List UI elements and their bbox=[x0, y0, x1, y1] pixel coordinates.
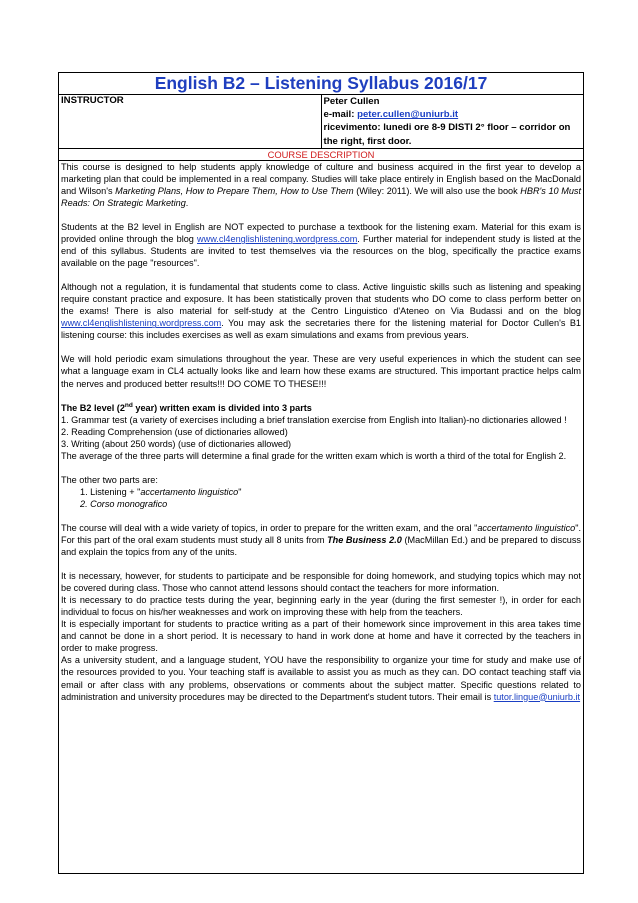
instructor-email-line bbox=[324, 108, 582, 121]
other-part-2: 2. Corso monografico bbox=[80, 498, 168, 509]
book-title-hbr: HBR's 10 Must Reads: On Strategic Marketing bbox=[61, 185, 581, 208]
paragraph-university-student bbox=[61, 654, 581, 702]
syllabus-page bbox=[58, 72, 584, 874]
written-average: The average of the three parts will determine a final grade for the written exam which is worth a third of the total for English 2. bbox=[61, 450, 567, 461]
text: year) written exam is divided into 3 parts bbox=[132, 402, 312, 413]
superscript: nd bbox=[124, 401, 133, 409]
course-description-body bbox=[59, 160, 584, 873]
other-parts-section bbox=[61, 474, 581, 510]
paragraph-textbook bbox=[61, 221, 581, 269]
responsibility-practice-tests: It is necessary to do practice tests during the year, beginning early in the year (during the first semester !), in order for each individual to focus on his/her weaknesses and work on improving these with help from the teachers. bbox=[61, 595, 581, 618]
written-exam-section bbox=[61, 402, 581, 462]
paragraph-attendance bbox=[61, 281, 581, 341]
office-hours: ricevimento: lunedi ore 8-9 DISTI 2° floor – corridor on the right, first door. bbox=[323, 122, 571, 147]
paragraph-oral-exam bbox=[61, 522, 581, 558]
email-prefix: e-mail: bbox=[323, 109, 358, 121]
text: Although not a regulation, it is fundamental that students come to class. Active linguistic skills such as listening and speaking require constant practice and exposure. It has been statistically proven that students who DO come to class perform better on the exams! There is also material for self-study at the Centro Linguistico d'Ateneo on Via Budassi and on the blog bbox=[61, 282, 581, 317]
paragraph-responsibilities bbox=[61, 570, 581, 654]
text: (Wiley: 2011). We will also use the book bbox=[353, 185, 521, 196]
text: Students at the B2 level in English are NOT expected to purchase a textbook for the listening exam. Material for this exam is provided online through the blog bbox=[61, 222, 581, 245]
document-title: English B2 – Listening Syllabus 2016/17 bbox=[59, 73, 584, 95]
text: This course is designed to help students apply knowledge of culture and business acquired in the first year to develop a marketing plan that could be implemented in a real company. Studies will take place entirely in English based on the MacDonald and Wilson's bbox=[61, 161, 581, 196]
tutor-email-link[interactable]: tutor.lingue@uniurb.it bbox=[493, 691, 581, 702]
book-title-marketing-plans: Marketing Plans, How to Prepare Them, How to Use Them bbox=[115, 185, 354, 196]
text: As a university student, and a language student, YOU have the responsibility to organize your time for study and make use of the resources provided to you. Your teaching staff is available to assist you as much as they can. DO contact teaching staff via email or after class with any problems, observations or comments about the subject matter. Specific questions related to administration and university procedures may be directed to the Department's student tutors. Their email is bbox=[61, 655, 581, 702]
book-title-business: The Business 2.0 bbox=[327, 534, 402, 545]
instructor-email-link[interactable]: peter.cullen@uniurb.it bbox=[357, 109, 459, 121]
other-part-1 bbox=[61, 486, 581, 498]
instructor-label: INSTRUCTOR bbox=[59, 95, 322, 149]
instructor-name: Peter Cullen bbox=[323, 96, 380, 107]
text: . You may ask the secretaries there for the listening material for Doctor Cullen's B1 listening course: this includes exercises as well as exam simulations and exams from previous years. bbox=[61, 318, 581, 341]
text: (MacMillan Ed.) and be prepared to discuss and explain the topics from any of the units. bbox=[61, 534, 581, 558]
course-description-heading: COURSE DESCRIPTION bbox=[59, 148, 584, 160]
written-exam-heading bbox=[61, 402, 581, 414]
text: . Further material for independent study is listed at the end of this syllabus. Students are invited to test themselves via the resources on the blog, specifically the practice exams available on the page "resources". bbox=[61, 234, 581, 269]
responsibility-writing: It is especially important for students to practice writing as a part of their homework since improvement in this area takes time and cannot be done in a short period. It is necessary to hand in work done at home and have it corrected by the teachers in order to make progress. bbox=[61, 619, 581, 654]
paragraph-simulations: We will hold periodic exam simulations throughout the year. These are very useful experiences in which the student can see what a language exam in CL4 actually looks like and learn how these exams are structured. This important practice helps calm the nerves and produced better results!!! DO COME TO THESE!!! bbox=[61, 354, 581, 389]
paragraph-intro bbox=[61, 161, 581, 209]
other-parts-intro: The other two parts are: bbox=[61, 474, 158, 485]
text: The course will deal with a wide variety of topics, in order to prepare for the written exam, and the oral " bbox=[61, 522, 478, 533]
text: accertamento linguistico bbox=[477, 522, 576, 533]
written-item-3: 3. Writing (about 250 words) (use of dictionaries allowed) bbox=[61, 438, 292, 449]
written-item-1: 1. Grammar test (a variety of exercises including a brief translation exercise from English into Italian)-no dictionaries allowed ! bbox=[61, 414, 567, 425]
blog-link[interactable]: www.cl4englishlistening.wordpress.com bbox=[197, 234, 358, 245]
text: The B2 level (2 bbox=[61, 402, 125, 413]
syllabus-table bbox=[58, 72, 584, 874]
responsibility-homework: It is necessary, however, for students to participate and be responsible for doing homework, and studying topics which may not be covered during class. Those who cannot attend lessons should contact the teachers for more information. bbox=[61, 571, 581, 594]
instructor-info bbox=[321, 95, 584, 149]
text: . bbox=[185, 197, 189, 208]
text: ". For this part of the oral exam students must study all 8 units from bbox=[61, 522, 582, 545]
text: 1. Listening + " bbox=[80, 486, 141, 497]
written-item-2: 2. Reading Comprehension (use of dictionaries allowed) bbox=[61, 426, 288, 437]
text: " bbox=[238, 486, 242, 497]
text: accertamento linguistico bbox=[140, 486, 239, 497]
blog-link[interactable]: www.cl4englishlistening.wordpress.com bbox=[61, 318, 222, 329]
